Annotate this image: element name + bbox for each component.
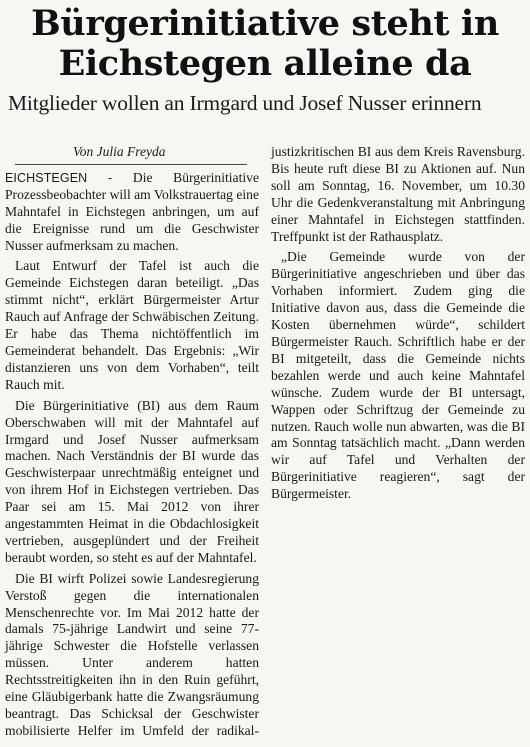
article-body (5, 144, 525, 744)
article-paragraph: Die Bürgerinitiative (BI) aus dem Raum Oberschwaben will mit der Mahntafel auf Irmgard und Josef Nusser aufmerksam machen. Nach Verständnis der BI wurde das Geschwisterpaar unrechtmäßig enteignet und von ihrem Hof in Eichstegen vertrieben. Das Paar sei am 15. Mai 2012 von ihrer angestammten Heimat in die Obdachlosigkeit vertrieben, ausgeplündert und der Freiheit beraubt worden, so steht es auf der Mahntafel. (5, 397, 259, 565)
byline-divider (15, 164, 247, 165)
paragraph-text: Die Bürgerinitiative Prozessbeobachter will am Volkstrauertag eine Mahntafel in Eichstegen anbringen, um auf die Ereignisse rund um die Geschwister Nusser aufmerksam zu machen. (5, 169, 259, 253)
article-paragraph: Laut Entwurf der Tafel ist auch die Gemeinde Eichstegen daran beteiligt. „Das stimmt nicht“, erklärt Bürgermeister Artur Rauch auf Anfrage der Schwäbischen Zeitung. Er habe das Thema nichtöffentlich im Gemeinderat behandelt. Das Ergebnis: „Wir distanzieren uns von dem Vorhaben“, teilt Rauch mit. (5, 258, 259, 392)
article-byline: Von Julia Freyda (73, 144, 166, 159)
article-paragraph: „Die Gemeinde wurde von der Bürgerinitiative angeschrieben und über das Vorhaben informiert. Zudem ging die Initiative davon aus, dass die Gemeinde die Kosten übernehmen würde“, schildert Bürgermeister Rauch. Schriftlich habe er der BI mitgeteilt, dass die Gemeinde nichts bezahlen werde und auch keine Mahntafel wünsche. Zudem wurde der BI untersagt, Wappen oder Schriftzug der Gemeinde zu nutzen. Rauch wolle nun abwarten, was die BI am Sonntag tatsächlich macht. „Dann werden wir auf Tafel und Verhalten der Bürgerinitiative reagieren“, sagt der Bürgermeister. (271, 249, 525, 502)
article-paragraph: Die BI wirft Polizei sowie Landesregierung Verstoß gegen die internationalen Menschenrechte vor. Im Mai 2012 hatte der damals 75-jährige Landwirt und seine 77-jährige Schwester die Hofstelle verlassen müssen. Unter anderem hatten Rechtsstreitigkeiten ihn in den Ruin geführt, eine Gläubigerbank hatte die Zwangsräumung beantragt. Das Schicksal der Geschwister mobilisierte Helfer im Umfeld der radikal-justizkritischen BI aus dem Kreis Ravensburg. Bis heute ruft diese BI zu Aktionen auf. Nun soll am Sonntag, 16. November, um 10.30 Uhr die Gedenkveranstaltung mit Anbringung einer Mahntafel in Eichstegen stattfinden. Treffpunkt ist der Rathausplatz. (5, 144, 525, 738)
headline-line-1: Bürgerinitiative steht in (31, 3, 499, 44)
article-dateline: EICHSTEGEN - (5, 170, 113, 185)
article-paragraph (5, 170, 259, 255)
headline-line-2: Eichstegen alleine da (58, 43, 472, 84)
article-headline (0, 0, 530, 84)
article-subheadline: Mitglieder wollen an Irmgard und Josef Nusser erinnern (8, 91, 482, 115)
